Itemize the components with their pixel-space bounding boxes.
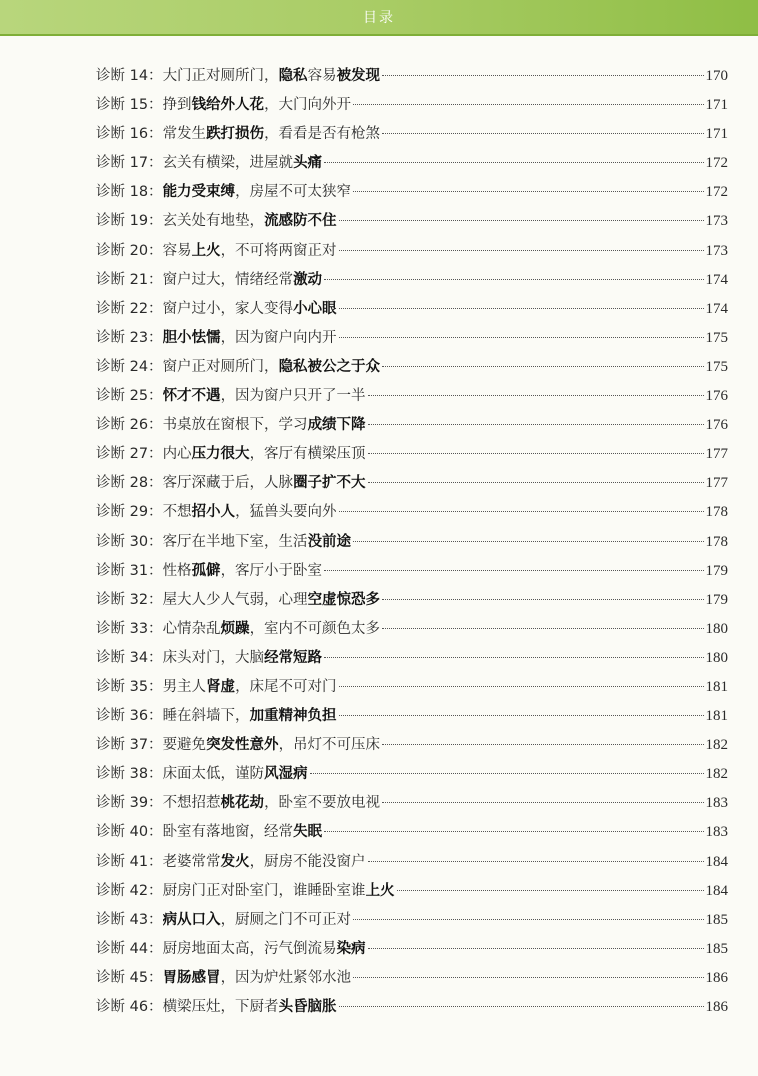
entry-title xyxy=(163,469,366,498)
entry-number: 诊断 31： xyxy=(96,562,163,579)
title-emphasis: 病从口入 xyxy=(162,911,221,928)
title-text: ，房屋不可太狭窄 xyxy=(235,184,352,201)
title-emphasis: 没前途 xyxy=(307,533,352,550)
entry-number: 诊断 23： xyxy=(96,329,163,346)
entry-title xyxy=(163,557,323,586)
toc-entry[interactable] xyxy=(96,469,728,498)
title-emphasis: 失眠 xyxy=(293,824,323,841)
dot-leader xyxy=(353,977,703,978)
dot-leader xyxy=(324,162,703,163)
title-text: ，大门向外开 xyxy=(264,97,352,114)
title-emphasis: 经常短路 xyxy=(264,649,323,666)
title-text: 床头对门，大脑 xyxy=(162,649,265,666)
toc-entry[interactable] xyxy=(96,178,728,207)
title-emphasis: 孤僻 xyxy=(191,562,221,579)
dot-leader xyxy=(397,890,704,891)
title-text: 不想 xyxy=(162,504,192,521)
entry-number: 诊断 44： xyxy=(96,940,163,957)
entry-number: 诊断 19： xyxy=(96,213,163,230)
title-text: 常发生 xyxy=(162,126,207,143)
page-number: 172 xyxy=(705,184,728,201)
page-number: 184 xyxy=(705,882,728,899)
title-emphasis: 染病 xyxy=(336,940,366,957)
dot-leader xyxy=(339,308,704,309)
entry-number: 诊断 39： xyxy=(96,795,163,812)
title-text: 性格 xyxy=(162,562,192,579)
toc-entry[interactable] xyxy=(96,411,728,440)
entry-title xyxy=(163,615,381,644)
page-number: 181 xyxy=(705,678,728,695)
title-text: 要避免 xyxy=(162,737,207,754)
title-text: ，厨厕之门不可正对 xyxy=(220,911,352,928)
title-emphasis: 胆小怯懦 xyxy=(162,329,221,346)
title-text: 横梁压灶，下厨者 xyxy=(162,999,279,1015)
dot-leader xyxy=(382,802,703,803)
title-emphasis: 怀才不遇 xyxy=(162,388,221,405)
title-emphasis: 隐私 xyxy=(278,68,308,84)
toc-entry[interactable] xyxy=(96,237,728,266)
page-number: 178 xyxy=(705,533,728,550)
dot-leader xyxy=(382,366,703,367)
title-emphasis: 压力很大 xyxy=(191,446,250,463)
title-text: 容易 xyxy=(307,68,337,84)
entry-number: 诊断 27： xyxy=(96,446,163,463)
entry-number: 诊断 26： xyxy=(96,417,163,434)
entry-title xyxy=(163,295,337,324)
entry-number: 诊断 38： xyxy=(96,766,163,783)
title-emphasis: 被发现 xyxy=(336,68,381,84)
entry-title xyxy=(163,382,366,411)
title-text: 玄关处有地垫， xyxy=(162,213,265,230)
entry-title xyxy=(163,266,323,295)
page-number: 178 xyxy=(705,504,728,521)
entry-number: 诊断 36： xyxy=(96,708,163,725)
entry-title xyxy=(163,906,352,935)
title-emphasis: 烦躁 xyxy=(220,620,250,637)
title-text: 不想招惹 xyxy=(162,795,221,812)
entry-title xyxy=(163,586,381,615)
page-number: 173 xyxy=(705,242,728,259)
toc-entry[interactable] xyxy=(96,877,728,906)
entry-title xyxy=(163,498,337,527)
dot-leader xyxy=(310,773,704,774)
entry-number: 诊断 17： xyxy=(96,155,163,172)
title-text: ，厨房不能没窗户 xyxy=(249,853,366,870)
toc-entry[interactable] xyxy=(96,120,728,149)
entry-number: 诊断 30： xyxy=(96,533,163,550)
title-text: 窗户过大，情绪经常 xyxy=(162,271,294,288)
title-emphasis: 圈子扩不大 xyxy=(293,475,366,492)
title-text: 厨房门正对卧室门，谁睡卧室谁 xyxy=(162,882,366,899)
toc-entry[interactable] xyxy=(96,964,728,993)
dot-leader xyxy=(339,337,704,338)
page-number: 184 xyxy=(705,853,728,870)
toc-entry[interactable] xyxy=(96,207,728,236)
title-emphasis: 招小人 xyxy=(191,504,236,521)
toc-entry[interactable] xyxy=(96,906,728,935)
page-number: 176 xyxy=(705,388,728,405)
toc-entry[interactable] xyxy=(96,62,728,91)
title-emphasis: 肾虚 xyxy=(206,678,236,695)
dot-leader xyxy=(382,133,703,134)
toc-entry[interactable] xyxy=(96,993,728,1022)
title-text: 卧室有落地窗，经常 xyxy=(162,824,294,841)
title-text: ，床尾不可对门 xyxy=(235,678,337,695)
entry-number: 诊断 25： xyxy=(96,388,163,405)
dot-leader xyxy=(368,948,704,949)
title-text: ，因为窗户只开了一半 xyxy=(220,388,366,405)
page-number: 186 xyxy=(705,999,728,1015)
dot-leader xyxy=(339,220,704,221)
entry-number: 诊断 24： xyxy=(96,358,163,375)
dot-leader xyxy=(368,861,704,862)
dot-leader xyxy=(339,1006,704,1007)
entry-title xyxy=(163,237,337,266)
title-emphasis: 胃肠感冒 xyxy=(162,969,221,986)
entry-title xyxy=(163,528,352,557)
title-emphasis: 能力受束缚 xyxy=(162,184,236,201)
page-number: 183 xyxy=(705,795,728,812)
title-emphasis: 风湿病 xyxy=(264,766,308,783)
toc-entry[interactable] xyxy=(96,266,728,295)
entry-number: 诊断 21： xyxy=(96,271,163,288)
title-text: 内心 xyxy=(162,446,192,463)
title-emphasis: 流感防不住 xyxy=(264,213,337,230)
title-text: 男主人 xyxy=(162,678,207,695)
entry-title xyxy=(163,120,381,149)
toc-entry[interactable] xyxy=(96,382,728,411)
title-text: 窗户正对厕所门， xyxy=(162,358,279,375)
toc-entry[interactable] xyxy=(96,440,728,469)
page-number: 170 xyxy=(705,68,728,84)
title-text: ，猛兽头要向外 xyxy=(235,504,337,521)
page-number: 183 xyxy=(705,824,728,841)
dot-leader xyxy=(353,191,703,192)
entry-title xyxy=(163,848,366,877)
title-emphasis: 小心眼 xyxy=(293,300,337,317)
toc-entry[interactable] xyxy=(96,324,728,353)
page-number: 172 xyxy=(705,155,728,172)
dot-leader xyxy=(382,75,703,76)
page-number: 171 xyxy=(705,97,728,114)
entry-number: 诊断 20： xyxy=(96,242,163,259)
page-number: 182 xyxy=(705,737,728,754)
dot-leader xyxy=(339,686,704,687)
entry-number: 诊断 18： xyxy=(96,184,163,201)
page-number: 171 xyxy=(705,126,728,143)
toc-entry[interactable] xyxy=(96,528,728,557)
toc-entry[interactable] xyxy=(96,731,728,760)
title-text: 心情杂乱 xyxy=(162,620,221,637)
entry-number: 诊断 35： xyxy=(96,678,163,695)
title-text: ，因为窗户向内开 xyxy=(220,329,337,346)
entry-number: 诊断 40： xyxy=(96,824,163,841)
dot-leader xyxy=(324,657,703,658)
dot-leader xyxy=(382,744,703,745)
entry-number: 诊断 33： xyxy=(96,620,163,637)
title-text: ，客厅小于卧室 xyxy=(220,562,323,579)
entry-number: 诊断 37： xyxy=(96,737,163,754)
toc-entry[interactable] xyxy=(96,818,728,847)
title-text: ，吊灯不可压床 xyxy=(278,737,381,754)
toc-entry[interactable] xyxy=(96,615,728,644)
title-emphasis: 头痛 xyxy=(293,155,323,172)
entry-number: 诊断 22： xyxy=(96,300,163,317)
entry-title xyxy=(163,818,323,847)
entry-title xyxy=(163,673,337,702)
toc-entry[interactable] xyxy=(96,673,728,702)
dot-leader xyxy=(368,453,704,454)
title-text: ，不可将两窗正对 xyxy=(220,242,337,259)
page-number: 185 xyxy=(705,940,728,957)
entry-number: 诊断 42： xyxy=(96,882,163,899)
page-number: 185 xyxy=(705,911,728,928)
page-number: 181 xyxy=(705,708,728,725)
dot-leader xyxy=(324,279,703,280)
entry-number: 诊断 45： xyxy=(96,969,163,986)
title-text: 客厅在半地下室，生活 xyxy=(162,533,308,550)
dot-leader xyxy=(368,482,704,483)
entry-number: 诊断 29： xyxy=(96,504,163,521)
title-text: 玄关有横梁，进屋就 xyxy=(162,155,294,172)
entry-number: 诊断 15： xyxy=(96,97,163,114)
title-emphasis: 头昏脑胀 xyxy=(278,999,337,1015)
toc-entry[interactable] xyxy=(96,789,728,818)
entry-title xyxy=(163,964,352,993)
entry-title xyxy=(163,935,366,964)
dot-leader xyxy=(339,715,704,716)
entry-number: 诊断 32： xyxy=(96,591,163,608)
page-number: 173 xyxy=(705,213,728,230)
entry-title xyxy=(163,877,395,906)
title-emphasis: 空虚惊恐多 xyxy=(307,591,381,608)
entry-number: 诊断 34： xyxy=(96,649,163,666)
title-text: 容易 xyxy=(162,242,192,259)
entry-number: 诊断 43： xyxy=(96,911,163,928)
entry-number: 诊断 46： xyxy=(96,999,163,1015)
toc-entry[interactable] xyxy=(96,935,728,964)
entry-title xyxy=(163,353,381,382)
dot-leader xyxy=(339,511,704,512)
title-emphasis: 桃花劫 xyxy=(220,795,265,812)
title-text: 老婆常常 xyxy=(162,853,221,870)
dot-leader xyxy=(324,831,703,832)
table-of-contents xyxy=(96,62,728,1022)
title-emphasis: 跌打损伤 xyxy=(206,126,265,143)
toc-entry[interactable] xyxy=(96,586,728,615)
title-text: ，卧室不要放电视 xyxy=(264,795,381,812)
title-emphasis: 加重精神负担 xyxy=(249,708,337,725)
page-number: 176 xyxy=(705,417,728,434)
dot-leader xyxy=(353,104,703,105)
entry-title xyxy=(163,411,366,440)
title-text: 睡在斜墙下， xyxy=(162,708,250,725)
page-number: 175 xyxy=(705,358,728,375)
page-number: 177 xyxy=(705,446,728,463)
entry-title xyxy=(163,993,337,1022)
title-emphasis: 钱给外人花 xyxy=(191,97,265,114)
page-number: 186 xyxy=(705,969,728,986)
page-number: 179 xyxy=(705,562,728,579)
title-emphasis: 发火 xyxy=(220,853,250,870)
entry-title xyxy=(163,644,323,673)
title-text: 客厅深藏于后，人脉 xyxy=(162,475,294,492)
page-number: 174 xyxy=(705,271,728,288)
entry-title xyxy=(163,91,352,120)
toc-entry[interactable] xyxy=(96,644,728,673)
title-text: 大门正对厕所门， xyxy=(162,68,279,84)
title-emphasis: 激动 xyxy=(293,271,323,288)
entry-title xyxy=(163,440,366,469)
toc-entry[interactable] xyxy=(96,702,728,731)
entry-number: 诊断 16： xyxy=(96,126,163,143)
toc-entry[interactable] xyxy=(96,498,728,527)
dot-leader xyxy=(382,628,703,629)
dot-leader xyxy=(339,250,704,251)
title-text: 书桌放在窗根下，学习 xyxy=(162,417,308,434)
page-number: 180 xyxy=(705,620,728,637)
title-emphasis: 上火 xyxy=(191,242,221,259)
toc-entry[interactable] xyxy=(96,760,728,789)
page-number: 175 xyxy=(705,329,728,346)
toc-entry[interactable] xyxy=(96,557,728,586)
dot-leader xyxy=(382,599,703,600)
dot-leader xyxy=(324,570,703,571)
page-header xyxy=(0,0,758,36)
toc-entry[interactable] xyxy=(96,91,728,120)
page-number: 177 xyxy=(705,475,728,492)
entry-number: 诊断 14： xyxy=(96,68,163,84)
title-text: 挣到 xyxy=(162,97,192,114)
entry-number: 诊断 28： xyxy=(96,475,163,492)
dot-leader xyxy=(353,919,703,920)
entry-title xyxy=(163,731,381,760)
title-text: 屋大人少人气弱，心理 xyxy=(162,591,308,608)
title-emphasis: 突发性意外 xyxy=(206,737,279,754)
entry-title xyxy=(163,62,381,91)
page-number: 180 xyxy=(705,649,728,666)
title-emphasis: 成绩下降 xyxy=(307,417,366,434)
entry-title xyxy=(163,324,337,353)
toc-entry[interactable] xyxy=(96,848,728,877)
entry-title xyxy=(163,207,337,236)
toc-entry[interactable] xyxy=(96,353,728,382)
title-text: 窗户过小，家人变得 xyxy=(162,300,294,317)
title-text: 床面太低，谨防 xyxy=(162,766,265,783)
page-number: 174 xyxy=(705,300,728,317)
entry-number: 诊断 41： xyxy=(96,853,163,870)
title-text: ，因为炉灶紧邻水池 xyxy=(220,969,352,986)
toc-entry[interactable] xyxy=(96,149,728,178)
title-emphasis: 隐私被公之于众 xyxy=(278,358,381,375)
title-text: ，看看是否有枪煞 xyxy=(264,126,381,143)
page-number: 179 xyxy=(705,591,728,608)
entry-title xyxy=(163,760,308,789)
dot-leader xyxy=(353,541,703,542)
title-text: ，客厅有横梁压顶 xyxy=(249,446,366,463)
dot-leader xyxy=(368,424,704,425)
toc-entry[interactable] xyxy=(96,295,728,324)
page-number: 182 xyxy=(705,766,728,783)
dot-leader xyxy=(368,395,704,396)
header-title: 目录 xyxy=(363,10,395,26)
title-emphasis: 上火 xyxy=(365,882,395,899)
entry-title xyxy=(163,178,352,207)
entry-title xyxy=(163,149,323,178)
title-text: ，室内不可颜色太多 xyxy=(249,620,381,637)
entry-title xyxy=(163,789,381,818)
entry-title xyxy=(163,702,337,731)
title-text: 厨房地面太高，污气倒流易 xyxy=(162,940,337,957)
